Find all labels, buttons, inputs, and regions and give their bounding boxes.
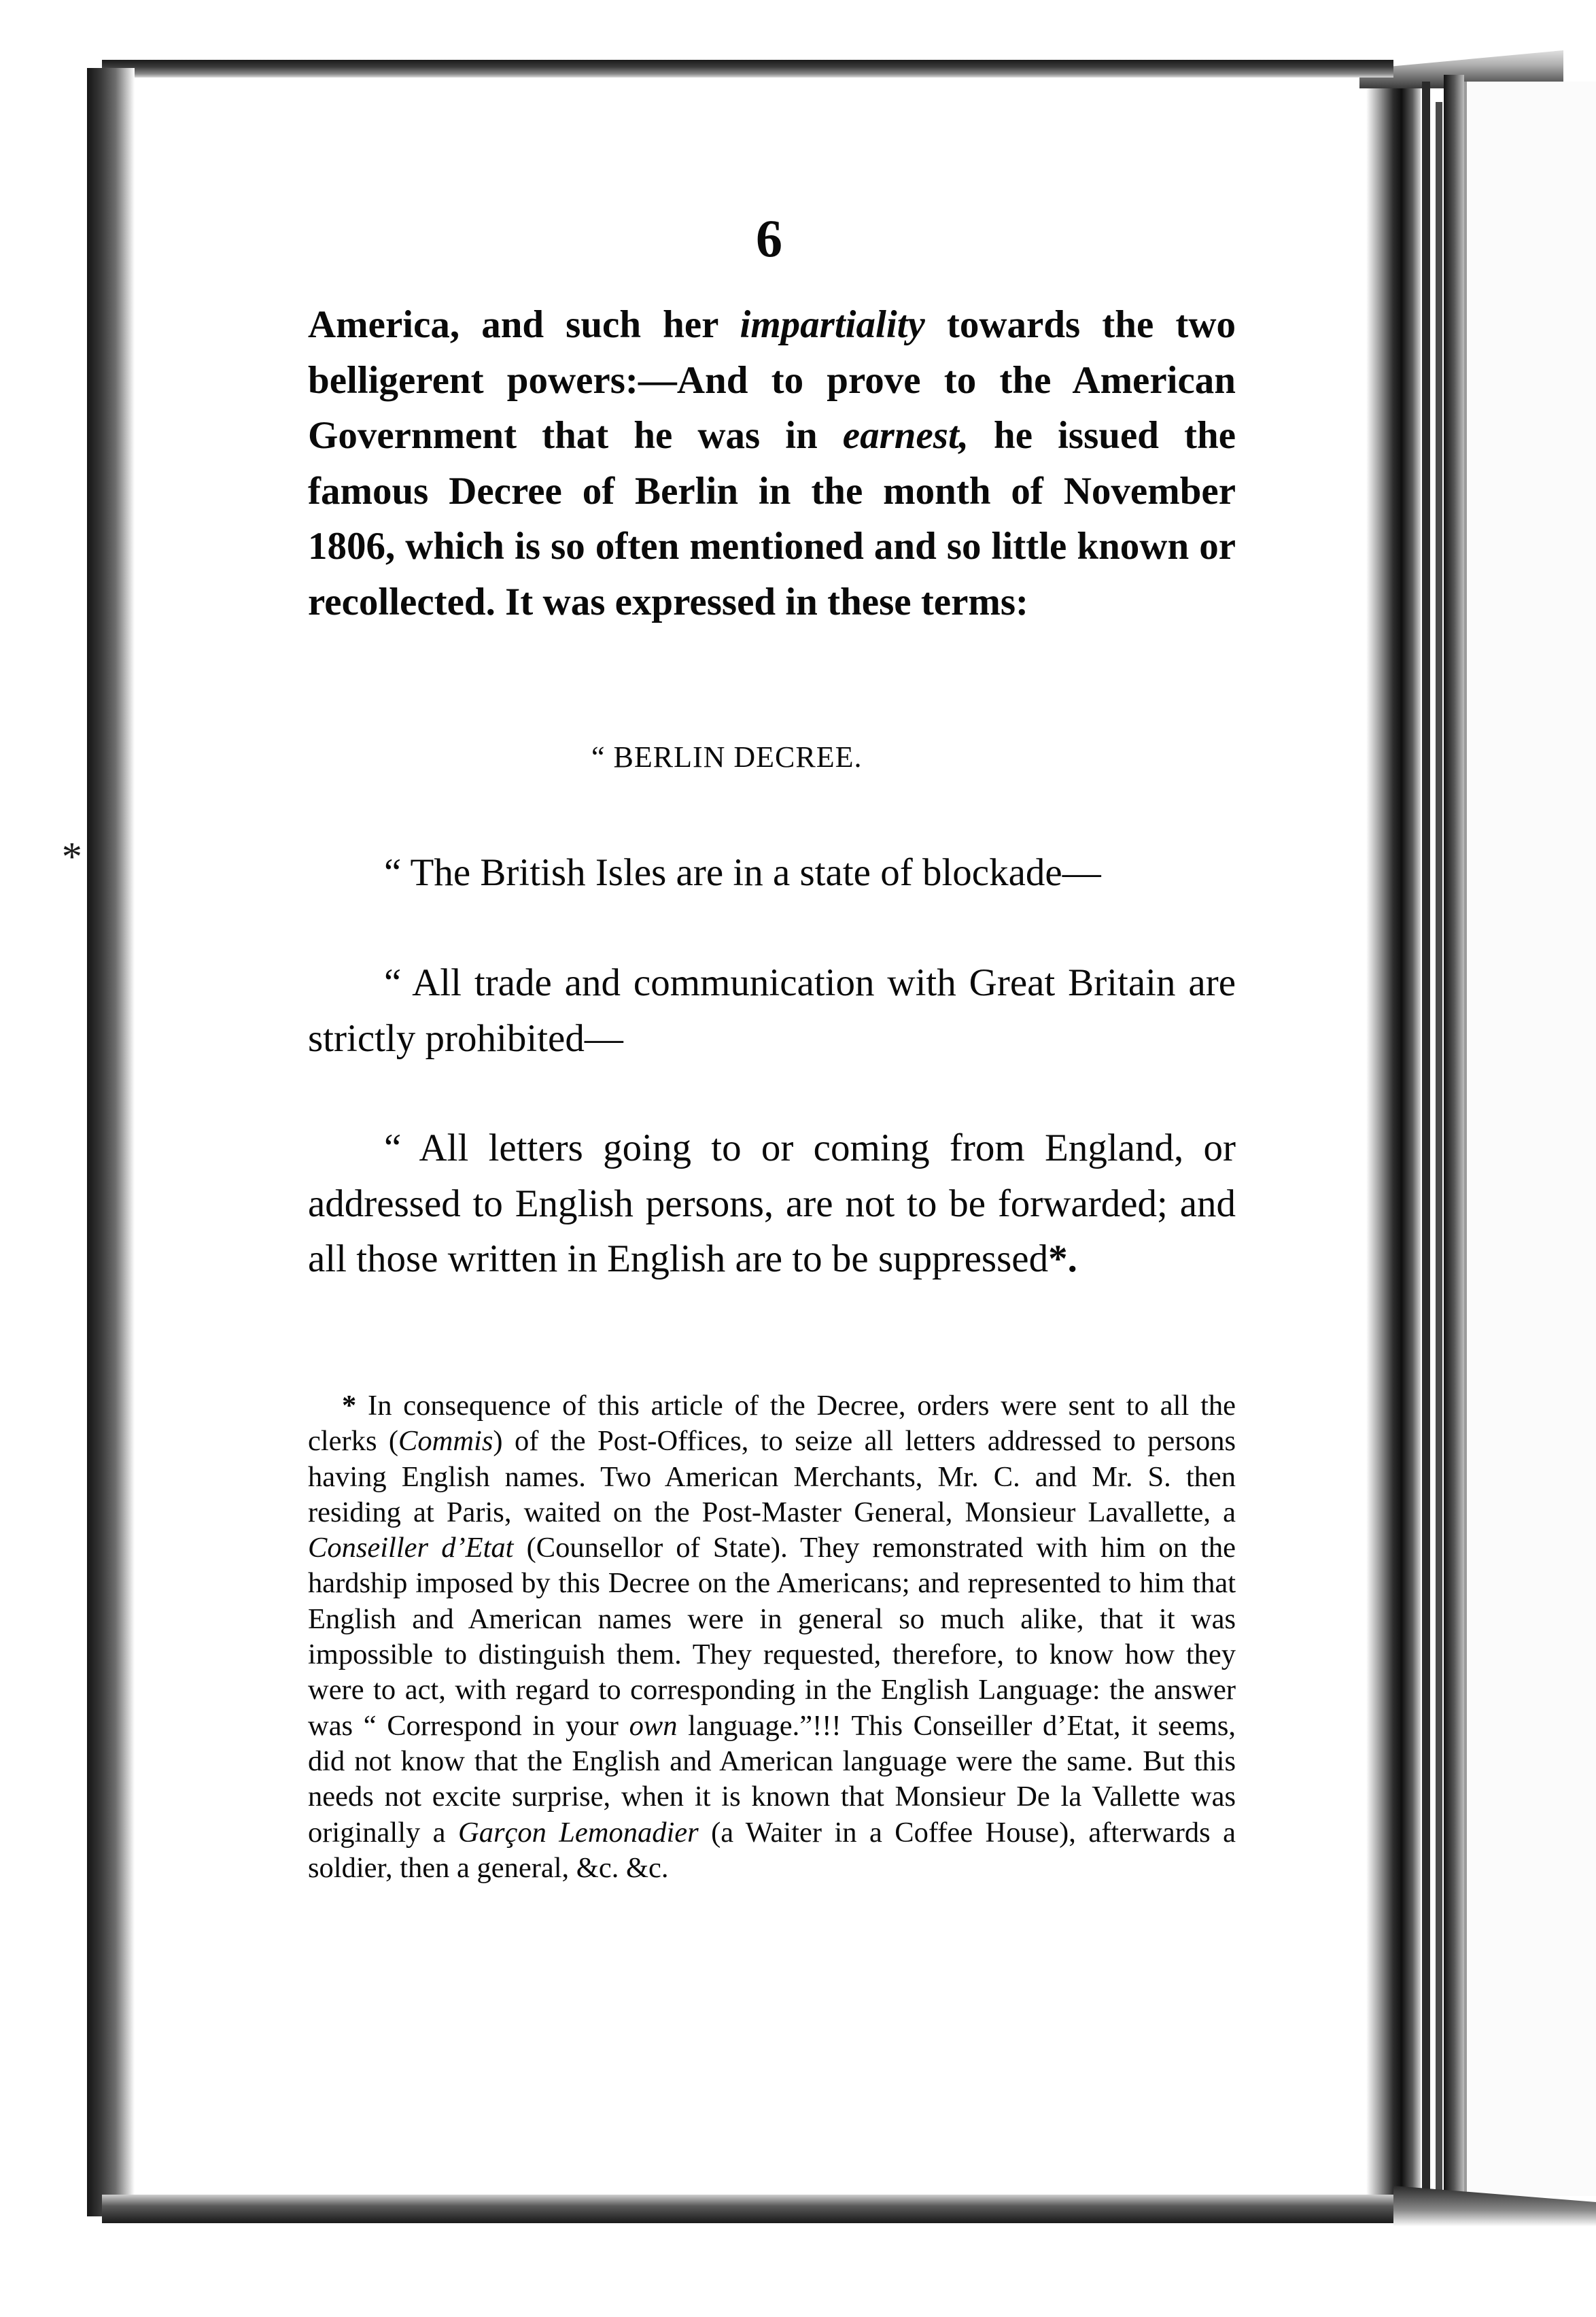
body-paragraph (308, 297, 1236, 630)
decree-heading: “ BERLIN DECREE. (591, 740, 863, 774)
footnote-emphasis: Garçon Lemonadier (458, 1816, 699, 1849)
footnote-text: language.”!!! This Conseiller d’Etat, it seems, did not know that the English and American language were the same. But this needs not excite surprise, when it is known that Monsieur De la Vallette was originally a (308, 1709, 1236, 1849)
footnote-text: In consequence of this article of the Decree, orders were sent to all the clerks ( (308, 1390, 1236, 1458)
body-emphasis: earnest, (842, 414, 969, 457)
page-number: 6 (756, 209, 782, 268)
decree-item: “ All trade and communication with Great Britain are strictly prohibited— (308, 961, 1236, 1060)
facing-page-sliver (1464, 82, 1596, 2196)
decree-item (308, 1120, 1236, 1287)
footnote-emphasis: Commis (398, 1425, 493, 1458)
footnote (308, 1388, 1236, 1886)
margin-mark: * (60, 834, 80, 879)
body-text: America, and such her (308, 303, 740, 346)
footnote-text: ) of the Post-Offices, to seize all letters addressed to persons having English names. Two American Merchants, Mr. C. and Mr. S. then residing at Paris, waited on the Post-Master General, Monsieur Lavallette, a (308, 1425, 1236, 1528)
footnote-reference: *. (1048, 1237, 1077, 1280)
body-text: he issued the famous Decree of Berlin in the month of November 1806, which is so often mentioned and so little known or recollected. It was expressed in these terms: (308, 414, 1236, 623)
footnote-emphasis: own (629, 1709, 678, 1742)
footnote-emphasis: Conseiller d’Etat (308, 1532, 514, 1564)
binding-gutter (1366, 88, 1421, 2210)
body-text: towards the two belligerent powers:—And to prove to the American Government that he was in (308, 303, 1236, 457)
footnote-text: (a Waiter in a Coffee House), afterwards a soldier, then a general, &c. &c. (308, 1816, 1236, 1884)
decree-item: “ The British Isles are in a state of blockade— (384, 851, 1101, 894)
gutter-line (1436, 102, 1442, 2196)
scan-border-top (102, 60, 1393, 78)
footnote-marker: * (342, 1390, 357, 1422)
scan-border-left (87, 68, 135, 2216)
gutter-line (1422, 82, 1430, 2216)
facing-page-edge (1444, 75, 1464, 2216)
scan-border-bottom (102, 2195, 1495, 2223)
decree-item-text: “ All letters going to or coming from England, or addressed to English persons, are not to be forwarded; and all those written in English are to be suppressed (308, 1127, 1236, 1280)
body-emphasis: impartiality (740, 303, 925, 346)
footnote-text: (Counsellor of State). They remonstrated with him on the hardship imposed by this Decree on the Americans; and represented to him that English and American names were in general so much alike, that it was impossible to distinguish them. They requested, therefore, to know how they were to act, with regard to corresponding in the English Language: the answer was “ Correspond in your (308, 1532, 1236, 1742)
